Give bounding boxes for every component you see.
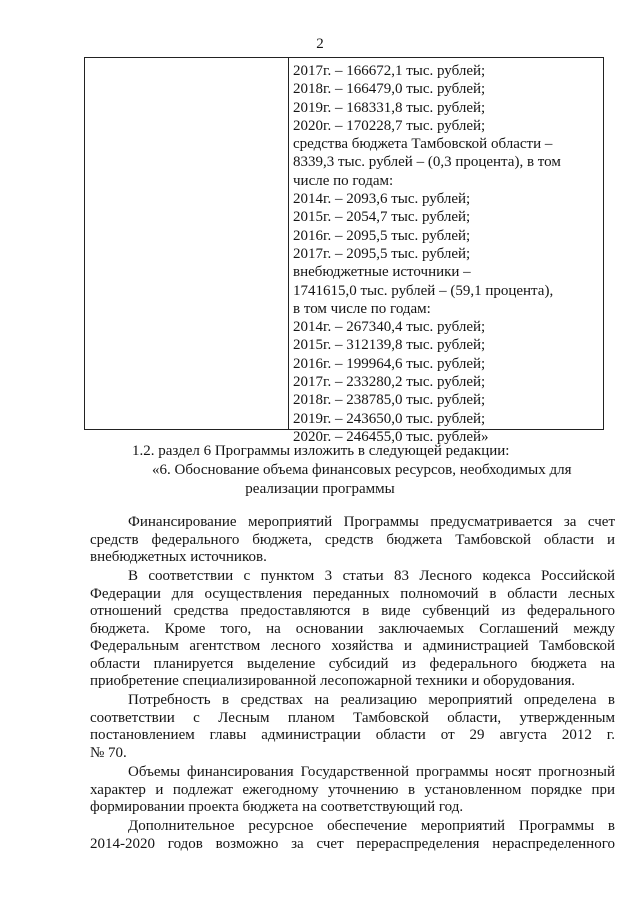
section-intro: 1.2. раздел 6 Программы изложить в следующей редакции: <box>132 443 510 459</box>
paragraph-line: отношений средства предоставляются в виде субвенций из федерального <box>90 603 615 619</box>
paragraph-line: постановлением главы администрации области от 29 августа 2012 г. <box>90 727 615 743</box>
paragraph-forecast <box>90 764 615 817</box>
paragraph-line: Финансирование мероприятий Программы предусматривается за счет <box>128 514 615 530</box>
section-heading-line-1: «6. Обоснование объема финансовых ресурсов, необходимых для <box>152 462 572 478</box>
paragraph-additional <box>90 818 615 853</box>
paragraph-forest-code <box>90 568 615 691</box>
paragraph-line: Объемы финансирования Государственной программы носят прогнозный <box>128 764 615 780</box>
paragraph-line: Потребность в средствах на реализацию мероприятий определена в <box>128 692 615 708</box>
table-line: внебюджетные источники – <box>293 264 471 281</box>
paragraph-line: Федеральным агентством лесного хозяйства и администрацией Тамбовской <box>90 638 615 654</box>
table-line: 8339,3 тыс. рублей – (0,3 процента), в том <box>293 154 561 171</box>
table-line: 2020г. – 170228,7 тыс. рублей; <box>293 117 486 134</box>
paragraph-line: соответствии с Лесным планом Тамбовской области, утвержденным <box>90 709 615 726</box>
paragraph-line: характер и подлежат ежегодному уточнению в установленном порядке при <box>90 781 615 798</box>
table-line: числе по годам: <box>293 172 394 189</box>
paragraph-line: Дополнительное ресурсное обеспечение мероприятий Программы в <box>128 818 615 834</box>
page-number: 2 <box>316 36 324 52</box>
table-line: 2016г. – 199964,6 тыс. рублей; <box>293 355 486 372</box>
table-column-divider <box>288 58 289 429</box>
table-line: 2017г. – 2095,5 тыс. рублей; <box>293 245 471 262</box>
table-line: 2019г. – 168331,8 тыс. рублей; <box>293 99 486 116</box>
paragraph-line: средств федерального бюджета, средств бюджета Тамбовской области и <box>90 531 615 548</box>
table-line: 2016г. – 2095,5 тыс. рублей; <box>293 227 471 244</box>
paragraph-financing <box>90 514 615 567</box>
paragraph-line: формировании проекта бюджета на соответствующий год. <box>90 799 464 815</box>
section-heading-line-2: реализации программы <box>245 481 395 497</box>
table-line: 2018г. – 166479,0 тыс. рублей; <box>293 81 486 98</box>
paragraph-line: 2014-2020 годов возможно за счет перераспределения нераспределенного <box>90 835 615 852</box>
table-line: средства бюджета Тамбовской области – <box>293 136 553 153</box>
paragraph-line: области планируется выделение субсидий из федерального бюджета на <box>90 655 615 672</box>
table-line: 2014г. – 267340,4 тыс. рублей; <box>293 319 486 336</box>
table-funding-cell <box>293 62 599 446</box>
table-line: 2018г. – 238785,0 тыс. рублей; <box>293 392 486 409</box>
table-line: 2015г. – 312139,8 тыс. рублей; <box>293 337 486 354</box>
funding-table <box>84 57 604 445</box>
paragraph-line: внебюджетных источников. <box>90 549 267 565</box>
table-line: 2014г. – 2093,6 тыс. рублей; <box>293 191 471 208</box>
table-line: 1741615,0 тыс. рублей – (59,1 процента), <box>293 282 554 299</box>
paragraph-line: № 70. <box>90 744 127 761</box>
table-line: 2017г. – 233280,2 тыс. рублей; <box>293 374 486 391</box>
paragraph-line: Федерации для осуществления переданных полномочий в области лесных <box>90 585 615 602</box>
table-line: 2015г. – 2054,7 тыс. рублей; <box>293 209 471 226</box>
paragraph-line: бюджета. Кроме того, на основании заключаемых Соглашений между <box>90 620 615 637</box>
paragraph-line: приобретение специализированной лесопожарной техники и оборудования. <box>90 673 575 689</box>
table-line: в том числе по годам: <box>293 300 431 317</box>
table-line: 2019г. – 243650,0 тыс. рублей; <box>293 410 486 427</box>
paragraph-line: В соответствии с пунктом 3 статьи 83 Лесного кодекса Российской <box>128 568 615 584</box>
paragraph-forest-plan <box>90 692 615 762</box>
table-line: 2017г. – 166672,1 тыс. рублей; <box>293 63 486 79</box>
table-line: 2020г. – 246455,0 тыс. рублей» <box>293 428 489 445</box>
